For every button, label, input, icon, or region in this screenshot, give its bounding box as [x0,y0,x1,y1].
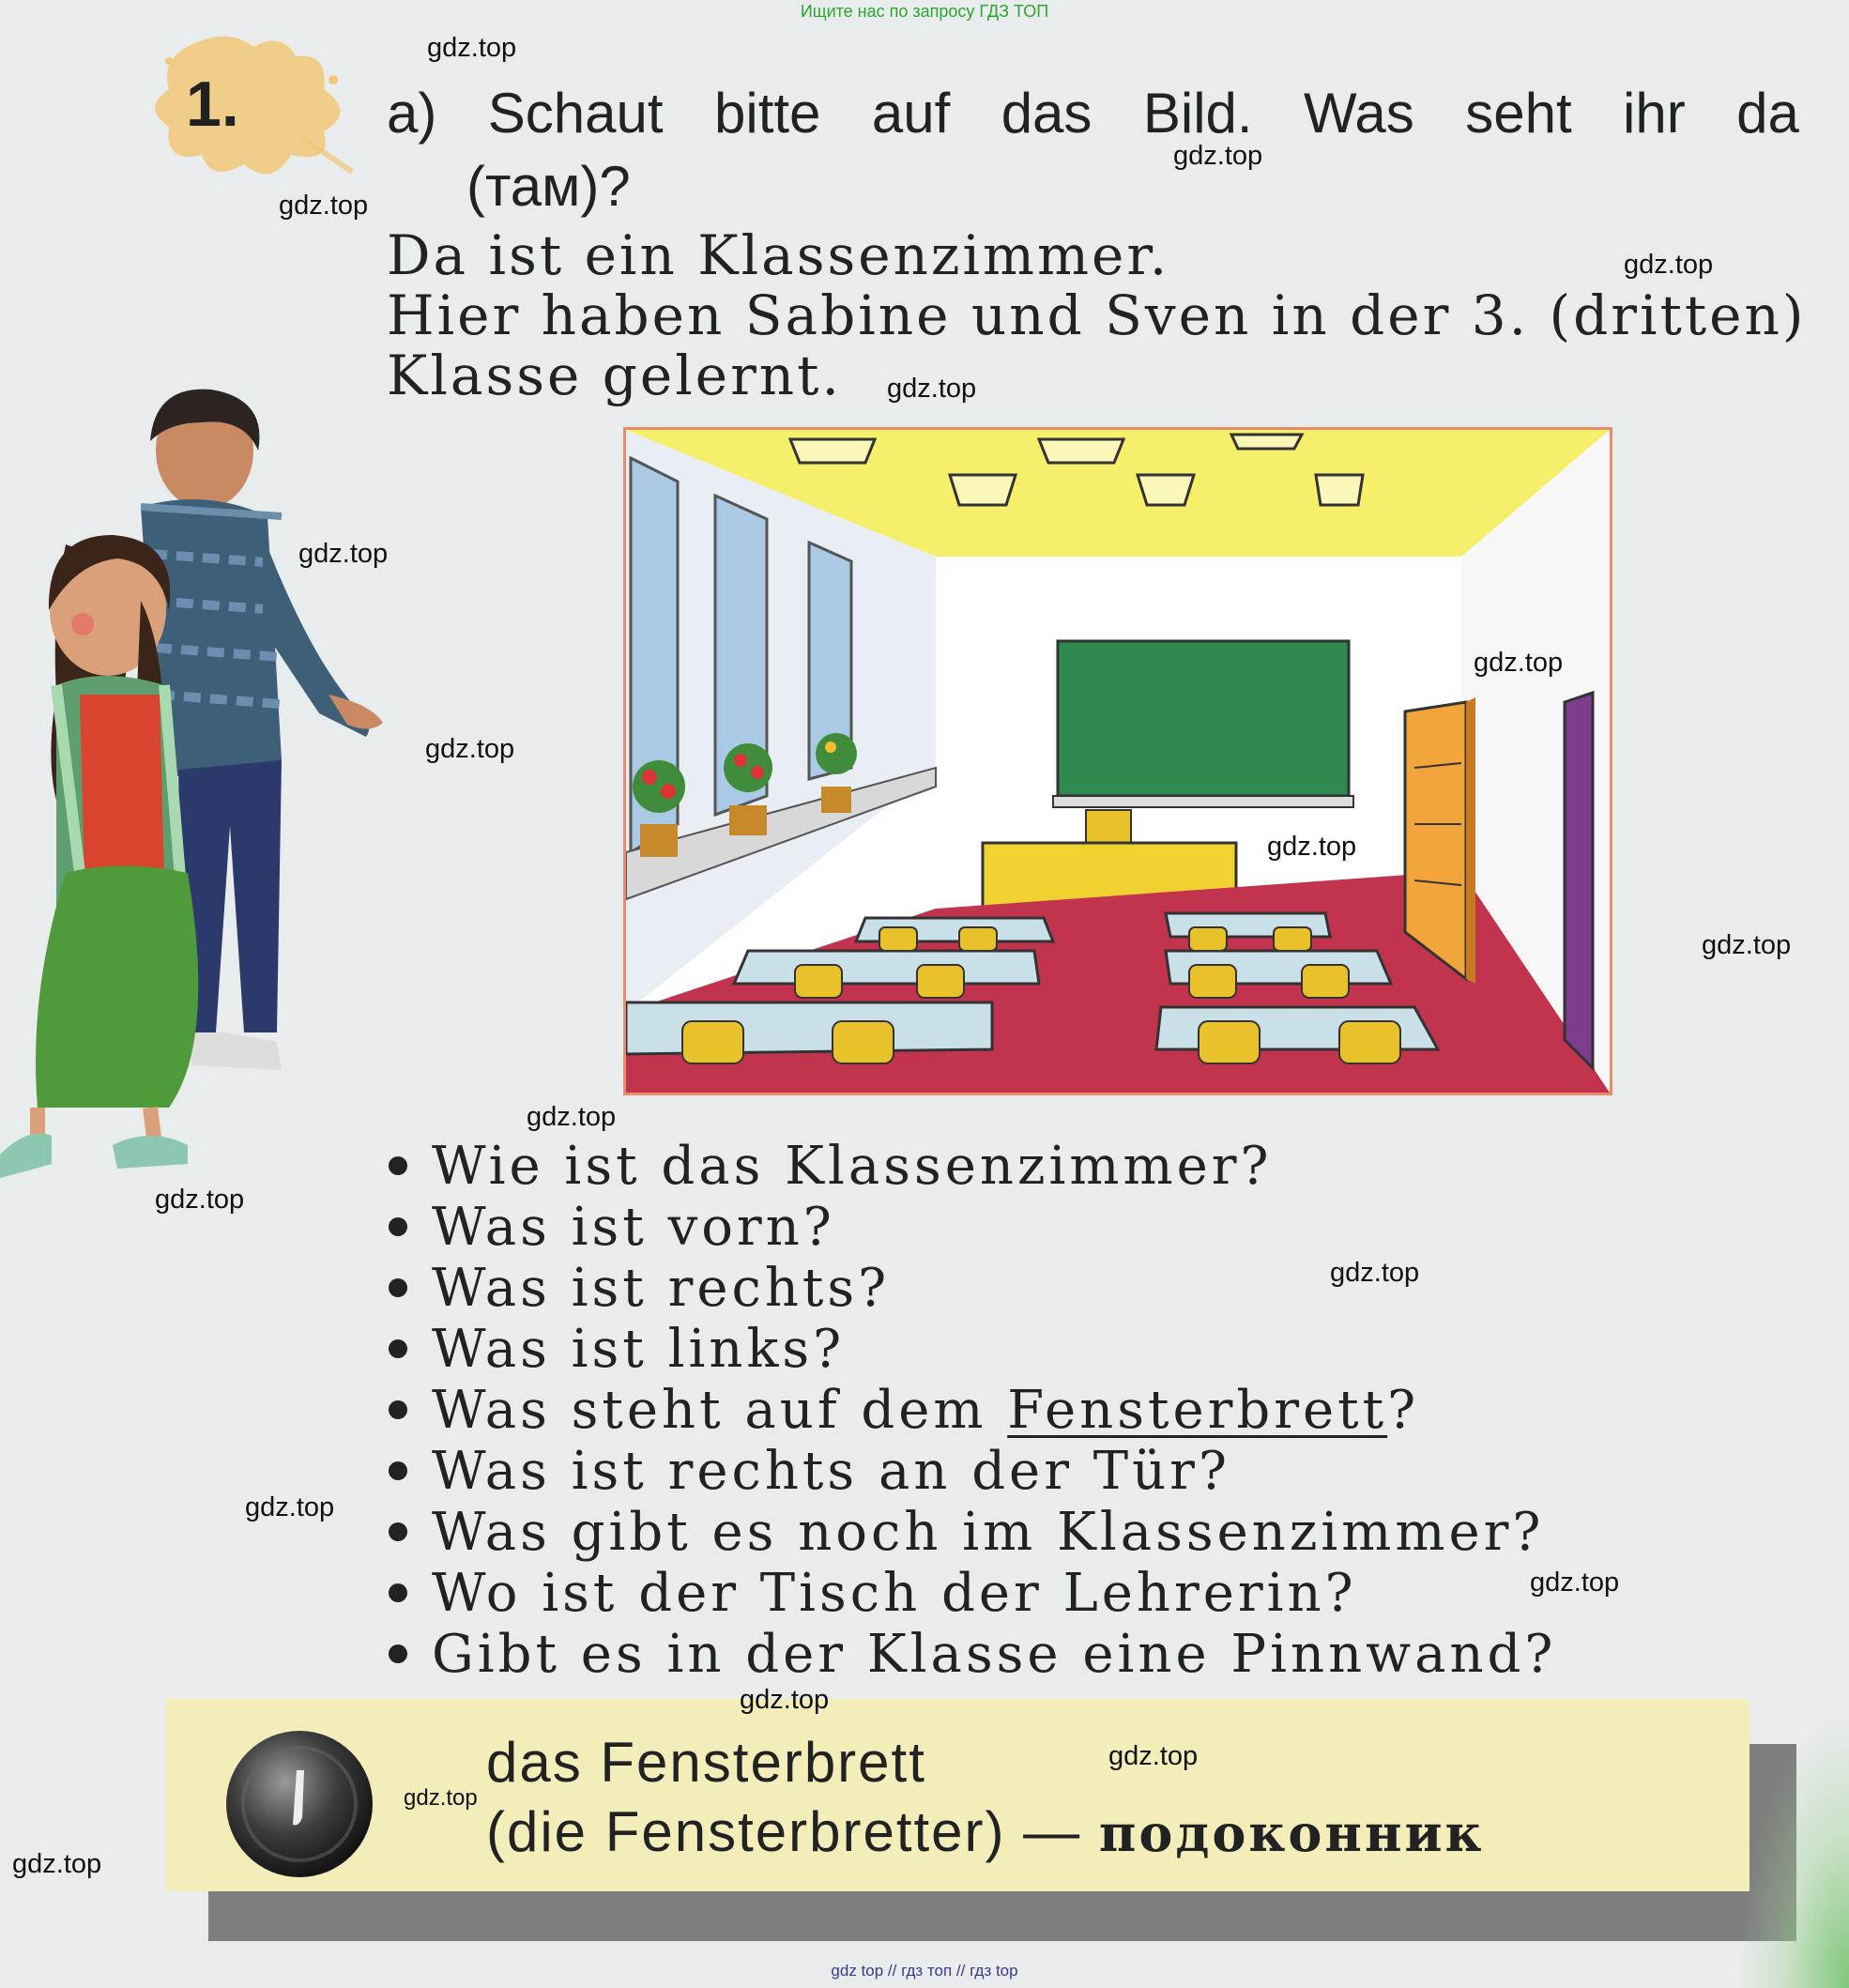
bullet-icon [389,1217,407,1236]
intro-line-2: Hier haben Sabine und Sven in der 3. (dritten) [387,283,1807,347]
vocab-term: das Fensterbrett [486,1731,926,1794]
question-text: Wo ist der Tisch der Lehrerin? [432,1563,1357,1624]
question-text: Was gibt es noch im Klassenzimmer? [432,1502,1545,1563]
question-item [385,1624,1556,1685]
instruction-word: Bild. [1142,82,1253,145]
bullet-icon [389,1461,407,1480]
question-item [385,1319,1556,1380]
bullet-icon [389,1278,407,1297]
instruction-word: seht [1465,82,1572,145]
instruction-word: bitte [714,82,821,145]
pushpin-icon [223,1728,375,1880]
watermark: gdz.top [1173,141,1263,171]
splash-icon [141,23,357,183]
watermark: gdz.top [404,1785,478,1811]
question-text: Was ist links? [432,1319,846,1380]
intro-line-1: Da ist ein Klassenzimmer. [387,223,1170,287]
instruction-word: a) [387,82,437,145]
watermark: gdz.top [425,734,515,764]
intro-line-3: Klasse gelernt. [387,344,842,407]
instruction-word: da [1736,82,1799,145]
instruction-continuation: (там)? [466,155,631,218]
question-item [385,1441,1556,1502]
watermark: gdz.top [279,191,369,221]
bullet-icon [389,1644,407,1663]
question-item [385,1380,1556,1441]
instruction-word: Schaut [487,82,664,145]
bullet-icon [389,1583,407,1602]
watermark: gdz.top [887,374,977,404]
classroom-picture [623,427,1612,1095]
question-text: Was steht auf dem [432,1380,1008,1441]
watermark: gdz.top [1108,1741,1199,1771]
instruction-word: Was [1304,82,1414,145]
question-item [385,1136,1556,1197]
question-text: Was ist rechts? [432,1258,891,1319]
question-text: Was ist vorn? [432,1197,835,1258]
watermark: gdz.top [1530,1567,1620,1598]
question-text: Wie ist das Klassenzimmer? [432,1136,1273,1197]
watermark: gdz.top [1624,250,1714,280]
top-banner[interactable]: Ищите нас по запросу ГДЗ ТОП [800,2,1049,21]
instruction-word: das [1001,82,1093,145]
watermark: gdz.top [427,33,517,63]
footer: gdz top // гдз топ // гдз top [831,1962,1018,1980]
instruction-word: auf [871,82,951,145]
page-corner-shade [1736,1708,1849,1988]
watermark: gdz.top [155,1185,245,1215]
vocab-plural [486,1799,1485,1864]
instruction-word: ihr [1623,82,1686,145]
watermark: gdz.top [527,1102,617,1132]
children-illustration [0,385,394,1201]
watermark: gdz.top [1330,1258,1420,1288]
bullet-icon [389,1156,407,1175]
watermark: gdz.top [1267,832,1357,862]
watermark: gdz.top [298,539,389,569]
watermark: gdz.top [245,1492,335,1522]
bullet-icon [389,1339,407,1358]
question-text: Was ist rechts an der Tür? [432,1441,1230,1502]
vocab-plural-text: (die Fensterbretter) — [486,1800,1082,1863]
question-text-end: ? [1387,1380,1420,1441]
vocab-translation: подоконник [1098,1803,1485,1863]
watermark: gdz.top [1474,648,1564,678]
question-item [385,1563,1556,1624]
instruction-line [387,81,1799,145]
question-text: Gibt es in der Klasse eine Pinnwand? [432,1624,1557,1685]
bullet-icon [389,1400,407,1419]
watermark: gdz.top [1702,930,1792,960]
classroom-illustration [626,430,1610,1093]
question-keyword: Fensterbrett [1007,1380,1388,1441]
question-item [385,1502,1556,1563]
watermark: gdz.top [740,1685,830,1715]
exercise-number: 1. [186,69,239,140]
question-list [385,1136,1556,1685]
watermark: gdz.top [12,1849,102,1879]
question-item [385,1197,1556,1258]
bullet-icon [389,1522,407,1541]
